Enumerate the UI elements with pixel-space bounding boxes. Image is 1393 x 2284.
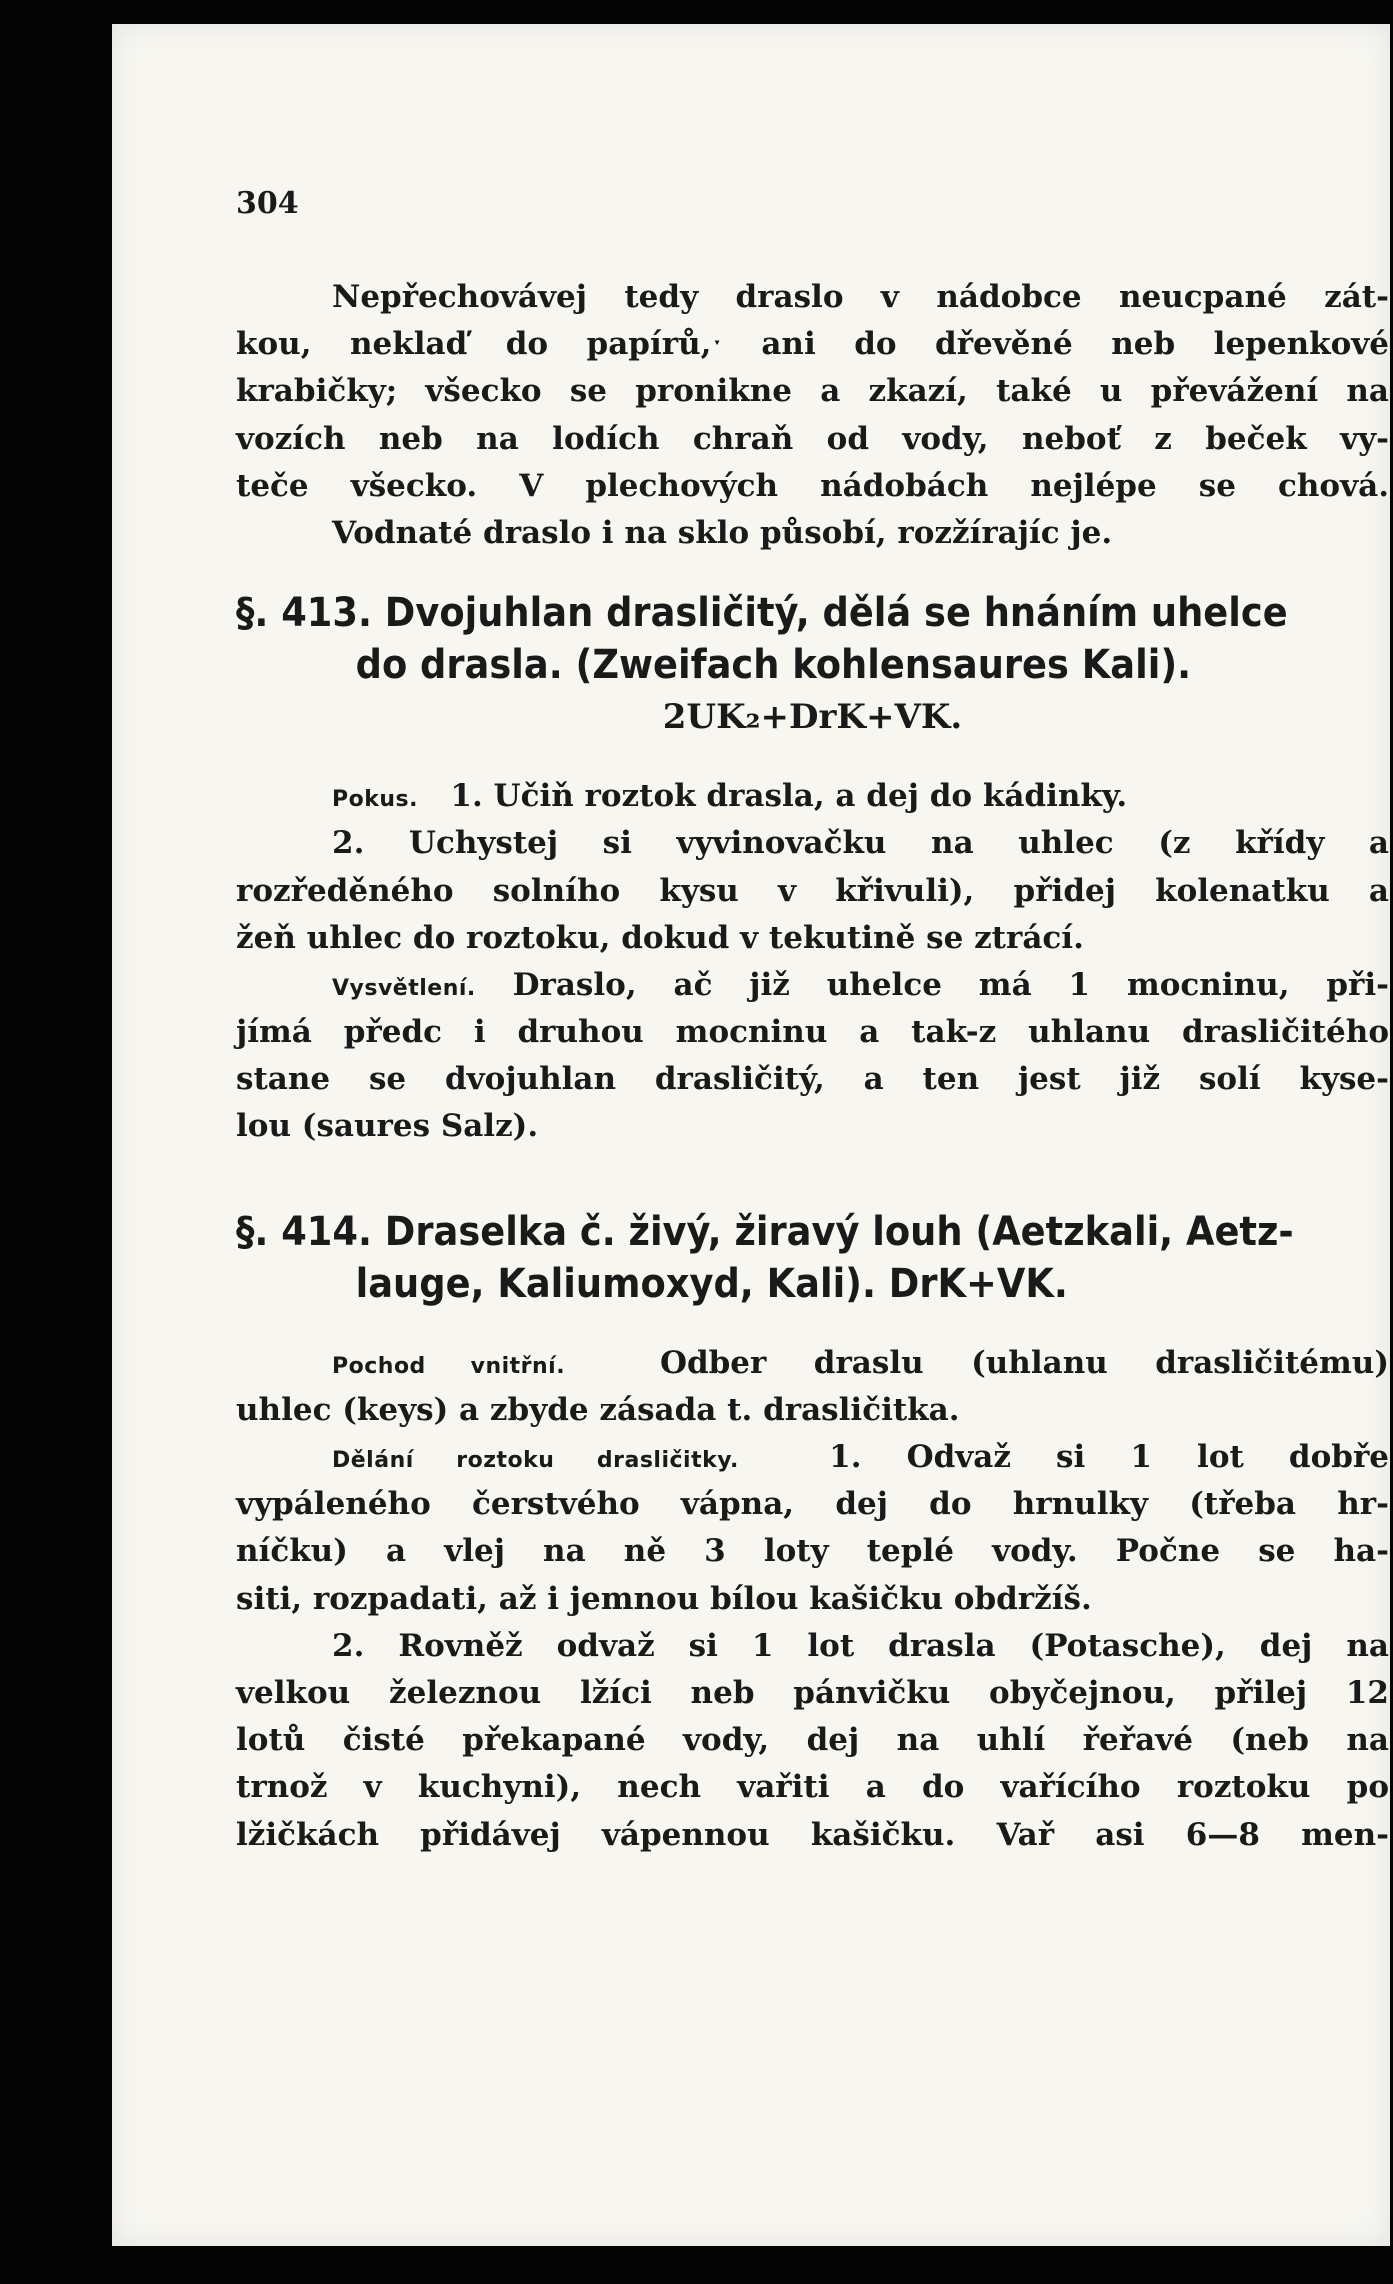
text-line: lou (saures Salz). <box>236 1108 539 1145</box>
text-line <box>236 962 1389 1009</box>
heading-line: do drasla. (Zweifach kohlensaures Kali). <box>355 642 1192 689</box>
text-line: teče všecko. V plechových nádobách nejlépe se chová. <box>236 467 1389 504</box>
text-line: lžičkách přidávej vápennou kašičku. Vař asi 6—8 men- <box>236 1816 1389 1853</box>
page-content <box>236 184 1389 1859</box>
text-line: Vodnaté draslo i na sklo působí, rozžírajíc je. <box>332 514 1113 551</box>
text-line: vozích neb na lodích chraň od vody, neboť z beček vy- <box>236 420 1389 457</box>
text-line: kou, neklaď do papírů,ˑ ani do dřevěné neb lepenkové <box>236 326 1389 363</box>
text-line: 2. Uchystej si vyvinovačku na uhlec (z křídy a <box>332 825 1389 862</box>
text-line: 2. Rovněž odvaž si 1 lot drasla (Potasche), dej na <box>332 1627 1389 1664</box>
heading-line: §. 414. Draselka č. živý, žiravý louh (Aetzkali, Aetz- <box>236 1208 1294 1255</box>
experiment-block <box>236 773 1389 962</box>
heading-line: lauge, Kaliumoxyd, Kali). DrK+VK. <box>355 1260 1068 1307</box>
text-line: trnož v kuchyni), nech vařiti a do vařícího roztoku po <box>236 1769 1389 1806</box>
text-span: 1. Odvaž si 1 lot dobře <box>829 1439 1389 1475</box>
preparation-label: Dělání roztoku drasličitky. <box>332 1448 739 1473</box>
text-line: žeň uhlec do roztoku, dokud v tekutině se ztrácí. <box>236 919 1084 956</box>
section-414-heading <box>236 1206 1389 1310</box>
text-line: vypáleného čerstvého vápna, dej do hrnulky (třeba hr- <box>236 1486 1389 1523</box>
text-line: níčku) a vlej na ně 3 loty teplé vody. Počne se ha- <box>236 1533 1389 1570</box>
text-line <box>236 773 1389 820</box>
explanation-block <box>236 962 1389 1151</box>
text-span: Draslo, ač již uhelce má 1 mocninu, při- <box>512 966 1389 1003</box>
experiment-label: Pokus. <box>332 787 418 813</box>
text-line <box>236 1434 1389 1481</box>
text-line: siti, rozpadati, až i jemnou bílou kašičku obdržíš. <box>236 1580 1092 1617</box>
page-number: 304 <box>236 186 299 221</box>
section-413-heading <box>236 587 1389 743</box>
book-page <box>112 24 1390 2246</box>
text-line <box>236 1340 1389 1387</box>
process-label: Pochod vnitřní. <box>332 1353 566 1379</box>
paragraph-storage <box>236 274 1389 557</box>
text-line: Nepřechovávej tedy draslo v nádobce neucpané zát- <box>332 279 1389 315</box>
heading-line: §. 413. Dvojuhlan drasličitý, dělá se hnáním uhelce <box>236 590 1288 637</box>
text-line: krabičky; všecko se pronikne a zkazí, také u převážení na <box>236 373 1389 410</box>
text-line: jímá předc i druhou mocninu a tak-z uhlanu drasličitého <box>236 1014 1389 1051</box>
process-block <box>236 1340 1389 1434</box>
text-line: uhlec (keys) a zbyde zásada t. drasličitka. <box>236 1391 960 1428</box>
chemical-formula: 2UK₂+DrK+VK. <box>662 697 963 738</box>
explanation-label: Vysvětlení. <box>332 975 476 1001</box>
text-span: Odber draslu (uhlanu drasličitému) <box>659 1344 1390 1381</box>
text-span: 1. Učiň roztok drasla, a dej do kádinky. <box>450 778 1128 815</box>
text-line: rozředěného solního kysu v křivuli), přidej kolenatku a <box>236 872 1389 909</box>
text-line: lotů čisté překapané vody, dej na uhlí řeřavé (neb na <box>236 1722 1389 1759</box>
text-line: stane se dvojuhlan drasličitý, a ten jest již solí kyse- <box>236 1061 1389 1098</box>
text-line: velkou železnou lžíci neb pánvičku obyčejnou, přilej 12 <box>236 1674 1389 1711</box>
preparation-block <box>236 1434 1389 1859</box>
